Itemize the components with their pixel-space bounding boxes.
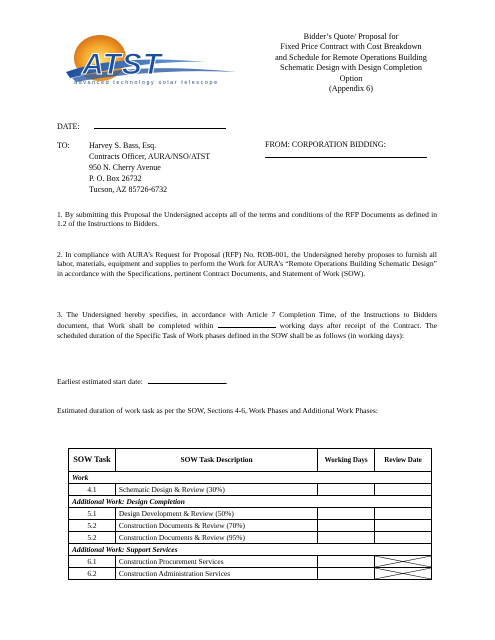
estimate-intro: Estimated duration of work task as per the SOW, Sections 4-6, Work Phases and Additional Work Phases: bbox=[57, 406, 378, 415]
from-label: FROM: CORPORATION BIDDING: bbox=[265, 140, 386, 149]
paragraph-1: 1. By submitting this Proposal the Undersigned accepts all of the terms and conditions of the RFP Documents as defined in 1.2 of the Instructions to Bidders. bbox=[57, 210, 437, 229]
working-days-cell[interactable] bbox=[318, 520, 375, 532]
task-description: Construction Administration Services bbox=[115, 568, 317, 580]
task-description: Construction Documents & Review (70%) bbox=[115, 520, 317, 532]
task-number: 5.2 bbox=[69, 532, 116, 544]
table-row bbox=[69, 484, 432, 496]
sow-task-table bbox=[68, 448, 432, 580]
date-label: DATE: bbox=[57, 122, 80, 131]
table-header-row bbox=[69, 449, 432, 472]
address-line: 950 N. Cherry Avenue bbox=[89, 163, 161, 172]
review-date-crossed-out bbox=[375, 556, 432, 568]
working-days-cell[interactable] bbox=[318, 484, 375, 496]
header-sow-task: SOW Task bbox=[69, 449, 116, 472]
table-section-row bbox=[69, 496, 432, 508]
title-line: Schematic Design with Design Completion bbox=[280, 63, 422, 73]
working-days-blank[interactable] bbox=[218, 319, 276, 328]
working-days-cell[interactable] bbox=[318, 556, 375, 568]
start-date-blank[interactable] bbox=[148, 375, 226, 384]
working-days-cell[interactable] bbox=[318, 568, 375, 580]
date-field bbox=[57, 120, 226, 132]
section-title-design-completion: Additional Work: Design Completion bbox=[69, 496, 432, 508]
task-description: Design Development & Review (50%) bbox=[115, 508, 317, 520]
header-sow-task-description: SOW Task Description bbox=[115, 449, 317, 472]
to-label: TO: bbox=[57, 141, 70, 150]
table-section-row bbox=[69, 544, 432, 556]
address-line: Harvey S. Bass, Esq. bbox=[89, 141, 157, 150]
table-row bbox=[69, 556, 432, 568]
title-line: Option bbox=[339, 73, 363, 83]
review-date-cell[interactable] bbox=[375, 484, 432, 496]
title-line: and Schedule for Remote Operations Building bbox=[275, 52, 427, 62]
cross-out-icon bbox=[375, 556, 431, 567]
address-line: Contracts Officer, AURA/NSO/ATST bbox=[89, 152, 211, 161]
document-title bbox=[256, 32, 446, 94]
cross-out-icon bbox=[375, 568, 431, 579]
table-row bbox=[69, 508, 432, 520]
section-title-work: Work bbox=[69, 472, 432, 484]
paragraph-3-part-2: working days after receipt of the Contract. The scheduled duration of the Specific Task of Work phases defined in the SOW shall be as follows (in working days): bbox=[57, 321, 438, 340]
from-blank[interactable] bbox=[265, 157, 427, 158]
review-date-cell[interactable] bbox=[375, 532, 432, 544]
title-line: Bidder’s Quote/ Proposal for bbox=[303, 32, 399, 41]
logo-tagline: advanced technology solar telescope bbox=[74, 80, 219, 86]
task-number: 5.2 bbox=[69, 520, 116, 532]
atst-logo bbox=[56, 32, 256, 100]
table-row bbox=[69, 520, 432, 532]
header-review-date: Review Date bbox=[375, 449, 432, 472]
paragraph-3-part-1: 3. The Undersigned hereby specifies, in accordance with Article 7 Completion Time, of the Instructions to Bidders document, that Work shall be completed within bbox=[57, 310, 437, 331]
working-days-cell[interactable] bbox=[318, 508, 375, 520]
address-line: P. O. Box 26732 bbox=[89, 174, 142, 183]
review-date-crossed-out bbox=[375, 568, 432, 580]
working-days-cell[interactable] bbox=[318, 532, 375, 544]
task-description: Construction Documents & Review (95%) bbox=[115, 532, 317, 544]
table-row bbox=[69, 568, 432, 580]
task-number: 4.1 bbox=[69, 484, 116, 496]
start-date-field: Earliest estimated start date: . bbox=[57, 377, 228, 386]
review-date-cell[interactable] bbox=[375, 508, 432, 520]
paragraph-3 bbox=[57, 310, 437, 340]
date-blank[interactable] bbox=[94, 120, 226, 129]
to-address bbox=[89, 140, 210, 195]
table-section-row bbox=[69, 472, 432, 484]
address-line: Tucson, AZ 85726-6732 bbox=[89, 185, 168, 194]
section-title-support-services: Additional Work: Support Services bbox=[69, 544, 432, 556]
task-description: Construction Procurement Services bbox=[115, 556, 317, 568]
title-line: (Appendix 6) bbox=[329, 84, 373, 94]
title-line: Fixed Price Contract with Cost Breakdown bbox=[280, 42, 422, 52]
atst-logo-text: ATST bbox=[82, 48, 163, 81]
task-number: 6.1 bbox=[69, 556, 116, 568]
atst-logo-graphic bbox=[56, 32, 256, 100]
review-date-cell[interactable] bbox=[375, 520, 432, 532]
header-working-days: Working Days bbox=[318, 449, 375, 472]
task-description: Schematic Design & Review (30%) bbox=[115, 484, 317, 496]
start-date-label: Earliest estimated start date: bbox=[57, 377, 143, 386]
task-number: 5.1 bbox=[69, 508, 116, 520]
table-row bbox=[69, 532, 432, 544]
task-number: 6.2 bbox=[69, 568, 116, 580]
paragraph-2: 2. In compliance with AURA’s Request for Proposal (RFP) No. ROB-001, the Undersigned hereby proposes to furnish all labor, materials, equipment and supplies to perform the Work for AURA’s “Remote Operations Building Schematic Design” in accordance with the Specifications, pertinent Contract Documents, and Statement of Work (SOW). bbox=[57, 250, 437, 278]
